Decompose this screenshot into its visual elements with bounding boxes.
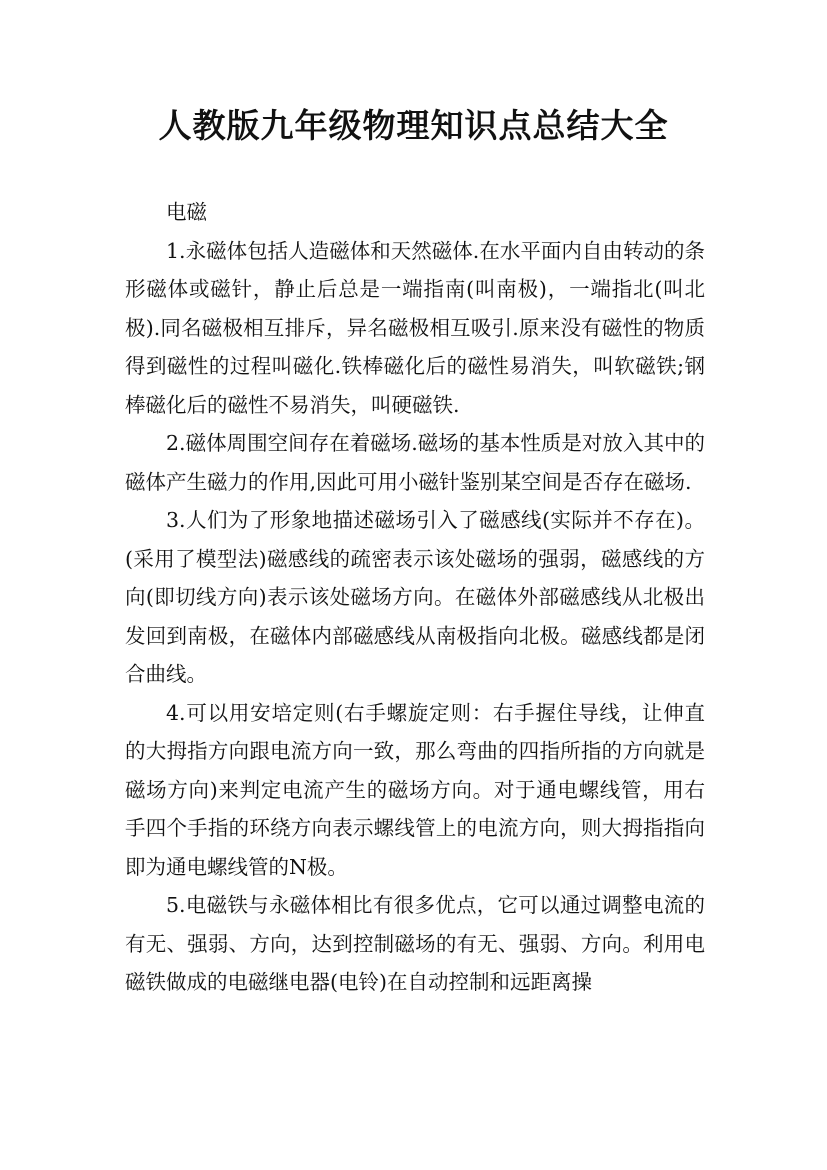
paragraph-3: 3.人们为了形象地描述磁场引入了磁感线(实际并不存在)。(采用了模型法)磁感线的疏密表示该处磁场的强弱，磁感线的方向(即切线方向)表示该处磁场方向。在磁体外部磁感线从北极出发回到南极，在磁体内部磁感线从南极指向北极。磁感线都是闭合曲线。: [125, 508, 705, 686]
paragraph-1: 1.永磁体包括人造磁体和天然磁体.在水平面内自由转动的条形磁体或磁针，静止后总是一端指南(叫南极)，一端指北(叫北极).同名磁极相互排斥，异名磁极相互吸引.原来没有磁性的物质得到磁性的过程叫磁化.铁棒磁化后的磁性易消失，叫软磁铁;钢棒磁化后的磁性不易消失，叫硬磁铁.: [125, 238, 705, 417]
document-title: 人教版九年级物理知识点总结大全: [158, 106, 669, 145]
paragraph-5: 5.电磁铁与永磁体相比有很多优点，它可以通过调整电流的有无、强弱、方向，达到控制磁场的有无、强弱、方向。利用电磁铁做成的电磁继电器(电铃)在自动控制和远距离操: [125, 893, 705, 994]
section-heading: 电磁: [166, 200, 207, 224]
document-body: [125, 193, 705, 1002]
paragraph-2: 2.磁体周围空间存在着磁场.磁场的基本性质是对放入其中的磁体产生磁力的作用,因此可用小磁针鉴别某空间是否存在磁场.: [125, 431, 705, 494]
paragraph-4: 4.可以用安培定则(右手螺旋定则：右手握住导线，让伸直的大拇指方向跟电流方向一致，那么弯曲的四指所指的方向就是磁场方向)来判定电流产生的磁场方向。对于通电螺线管，用右手四个手指的环绕方向表示螺线管上的电流方向，则大拇指指向即为通电螺线管的N极。: [125, 700, 705, 879]
